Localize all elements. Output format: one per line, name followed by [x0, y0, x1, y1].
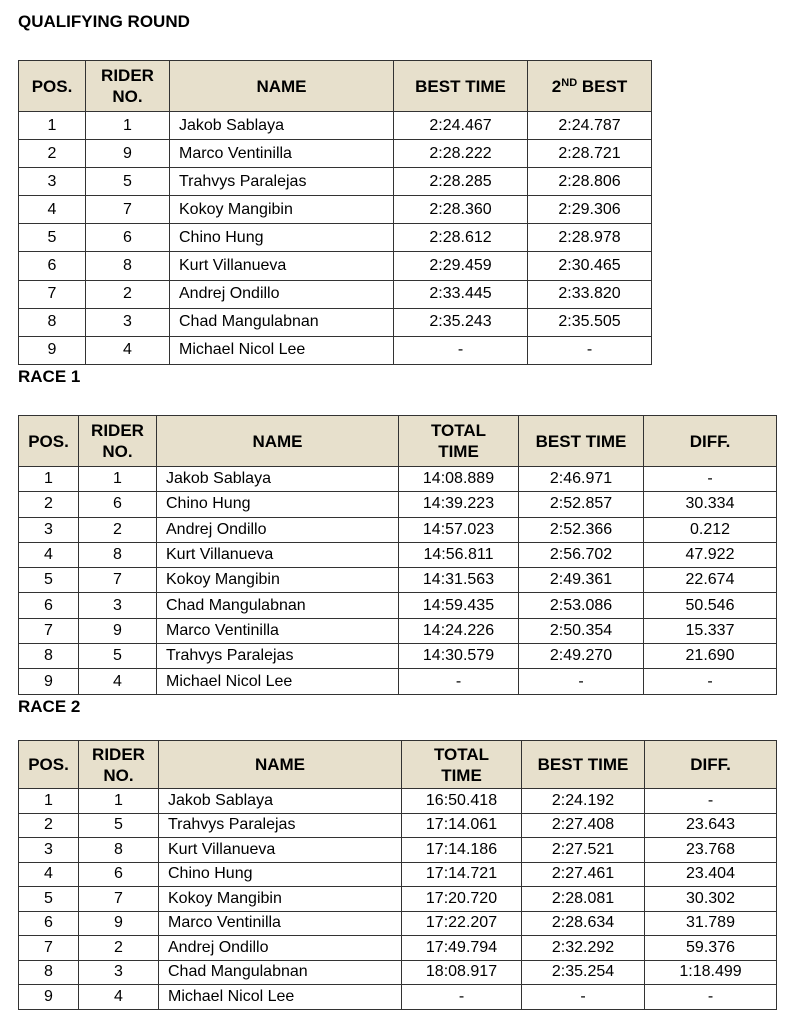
race1-table: [18, 415, 777, 695]
table-row: [19, 224, 652, 252]
cell-best: 2:52.366: [519, 517, 644, 542]
header-rider-no-line2: NO.: [112, 87, 143, 106]
cell-best: 2:35.254: [522, 960, 645, 985]
qualifying-title: QUALIFYING ROUND: [18, 12, 190, 31]
cell-no: 6: [86, 224, 170, 252]
header-total-time: [402, 741, 522, 789]
cell-name: Michael Nicol Lee: [170, 336, 394, 364]
cell-best: 2:27.408: [522, 813, 645, 838]
cell-best: 2:28.634: [522, 911, 645, 936]
cell-no: 4: [79, 985, 159, 1010]
table-row: [19, 985, 777, 1010]
table-row: [19, 887, 777, 912]
table-row: [19, 960, 777, 985]
cell-best: 2:28.222: [394, 140, 528, 168]
header-rider-no-line1: RIDER: [91, 421, 144, 440]
cell-no: 4: [86, 336, 170, 364]
table-row: [19, 669, 777, 694]
header-second-best-sup: ND: [561, 76, 578, 89]
cell-best: 2:53.086: [519, 593, 644, 618]
cell-best: 2:28.081: [522, 887, 645, 912]
table-row: [19, 542, 777, 567]
cell-name: Kokoy Mangibin: [157, 568, 399, 593]
cell-name: Jakob Sablaya: [159, 789, 402, 814]
cell-no: 8: [79, 542, 157, 567]
cell-no: 3: [86, 308, 170, 336]
cell-best: 2:29.459: [394, 252, 528, 280]
table-row: [19, 196, 652, 224]
cell-best: 2:46.971: [519, 467, 644, 492]
cell-diff: 21.690: [644, 644, 777, 669]
header-total-time-line1: TOTAL: [430, 421, 487, 440]
cell-pos: 9: [19, 669, 79, 694]
table-row: [19, 618, 777, 643]
cell-best: -: [394, 336, 528, 364]
table-row: [19, 644, 777, 669]
cell-second: 2:28.978: [528, 224, 652, 252]
cell-name: Andrej Ondillo: [159, 936, 402, 961]
cell-no: 2: [86, 280, 170, 308]
table-header-row: [19, 416, 777, 467]
cell-second: 2:35.505: [528, 308, 652, 336]
cell-diff: -: [645, 985, 777, 1010]
cell-no: 7: [79, 568, 157, 593]
cell-diff: -: [644, 467, 777, 492]
cell-total: 14:31.563: [399, 568, 519, 593]
cell-best: 2:49.361: [519, 568, 644, 593]
cell-best: 2:28.360: [394, 196, 528, 224]
cell-second: 2:30.465: [528, 252, 652, 280]
cell-no: 9: [86, 140, 170, 168]
cell-total: -: [402, 985, 522, 1010]
cell-no: 2: [79, 936, 159, 961]
cell-name: Trahvys Paralejas: [157, 644, 399, 669]
cell-name: Chad Mangulabnan: [170, 308, 394, 336]
cell-no: 6: [79, 492, 157, 517]
cell-diff: 50.546: [644, 593, 777, 618]
header-rider-no-line1: RIDER: [92, 744, 145, 764]
cell-pos: 9: [19, 985, 79, 1010]
cell-diff: 23.768: [645, 838, 777, 863]
table-row: [19, 280, 652, 308]
cell-name: Chino Hung: [157, 492, 399, 517]
header-diff: DIFF.: [645, 741, 777, 789]
header-rider-no-line1: RIDER: [101, 66, 154, 85]
cell-total: 17:22.207: [402, 911, 522, 936]
cell-pos: 7: [19, 936, 79, 961]
header-second-best-word: BEST: [577, 76, 628, 96]
cell-name: Andrej Ondillo: [170, 280, 394, 308]
cell-total: 17:14.721: [402, 862, 522, 887]
cell-name: Chino Hung: [170, 224, 394, 252]
cell-name: Chad Mangulabnan: [159, 960, 402, 985]
header-rider-no-line2: NO.: [102, 442, 133, 461]
table-row: [19, 492, 777, 517]
cell-pos: 4: [19, 542, 79, 567]
cell-pos: 1: [19, 112, 86, 140]
cell-name: Marco Ventinilla: [170, 140, 394, 168]
cell-diff: 31.789: [645, 911, 777, 936]
header-pos: POS.: [19, 61, 86, 112]
header-pos: POS.: [19, 741, 79, 789]
cell-no: 8: [86, 252, 170, 280]
race2-title: RACE 2: [18, 697, 81, 716]
header-rider-no-line2: NO.: [103, 765, 134, 785]
cell-best: 2:56.702: [519, 542, 644, 567]
cell-pos: 6: [19, 593, 79, 618]
cell-pos: 2: [19, 492, 79, 517]
cell-diff: -: [645, 789, 777, 814]
cell-name: Chad Mangulabnan: [157, 593, 399, 618]
header-rider-no: [79, 741, 159, 789]
cell-pos: 9: [19, 336, 86, 364]
cell-name: Kurt Villanueva: [159, 838, 402, 863]
header-rider-no: [86, 61, 170, 112]
cell-diff: 23.643: [645, 813, 777, 838]
cell-name: Jakob Sablaya: [170, 112, 394, 140]
table-row: [19, 112, 652, 140]
header-diff: DIFF.: [644, 416, 777, 467]
cell-total: 14:30.579: [399, 644, 519, 669]
cell-name: Kurt Villanueva: [170, 252, 394, 280]
cell-pos: 4: [19, 862, 79, 887]
header-total-time-line2: TIME: [438, 442, 479, 461]
cell-diff: 22.674: [644, 568, 777, 593]
cell-total: 14:24.226: [399, 618, 519, 643]
cell-total: 17:20.720: [402, 887, 522, 912]
table-row: [19, 517, 777, 542]
cell-pos: 5: [19, 568, 79, 593]
header-best-time: BEST TIME: [519, 416, 644, 467]
cell-no: 7: [86, 196, 170, 224]
cell-second: 2:24.787: [528, 112, 652, 140]
cell-name: Trahvys Paralejas: [159, 813, 402, 838]
cell-diff: 47.922: [644, 542, 777, 567]
cell-name: Andrej Ondillo: [157, 517, 399, 542]
table-row: [19, 168, 652, 196]
cell-pos: 7: [19, 280, 86, 308]
cell-best: -: [519, 669, 644, 694]
cell-diff: 0.212: [644, 517, 777, 542]
cell-total: 17:49.794: [402, 936, 522, 961]
cell-second: 2:28.721: [528, 140, 652, 168]
table-row: [19, 911, 777, 936]
table-row: [19, 813, 777, 838]
cell-name: Michael Nicol Lee: [159, 985, 402, 1010]
cell-total: 14:56.811: [399, 542, 519, 567]
cell-pos: 6: [19, 252, 86, 280]
table-row: [19, 252, 652, 280]
cell-best: 2:27.461: [522, 862, 645, 887]
cell-name: Kokoy Mangibin: [170, 196, 394, 224]
cell-name: Trahvys Paralejas: [170, 168, 394, 196]
cell-pos: 3: [19, 168, 86, 196]
cell-total: 17:14.061: [402, 813, 522, 838]
header-best-time: BEST TIME: [394, 61, 528, 112]
race2-table: [18, 740, 777, 1010]
header-total-time: [399, 416, 519, 467]
cell-diff: 1:18.499: [645, 960, 777, 985]
cell-second: -: [528, 336, 652, 364]
cell-best: 2:27.521: [522, 838, 645, 863]
cell-best: 2:24.467: [394, 112, 528, 140]
table-row: [19, 789, 777, 814]
cell-best: 2:50.354: [519, 618, 644, 643]
cell-best: 2:49.270: [519, 644, 644, 669]
table-row: [19, 936, 777, 961]
cell-second: 2:33.820: [528, 280, 652, 308]
cell-best: 2:52.857: [519, 492, 644, 517]
header-total-time-line2: TIME: [441, 765, 482, 785]
cell-no: 1: [79, 467, 157, 492]
cell-pos: 8: [19, 308, 86, 336]
cell-best: 2:33.445: [394, 280, 528, 308]
header-rider-no: [79, 416, 157, 467]
cell-total: 18:08.917: [402, 960, 522, 985]
cell-best: -: [522, 985, 645, 1010]
header-name: NAME: [159, 741, 402, 789]
table-row: [19, 336, 652, 364]
cell-name: Kokoy Mangibin: [159, 887, 402, 912]
cell-no: 5: [79, 644, 157, 669]
cell-second: 2:28.806: [528, 168, 652, 196]
table-row: [19, 838, 777, 863]
header-second-best-num: 2: [551, 76, 562, 96]
table-row: [19, 467, 777, 492]
header-name: NAME: [157, 416, 399, 467]
cell-pos: 2: [19, 140, 86, 168]
cell-no: 9: [79, 911, 159, 936]
cell-no: 1: [86, 112, 170, 140]
cell-pos: 1: [19, 467, 79, 492]
cell-diff: 23.404: [645, 862, 777, 887]
cell-no: 1: [79, 789, 159, 814]
cell-no: 8: [79, 838, 159, 863]
cell-diff: 30.334: [644, 492, 777, 517]
cell-diff: -: [644, 669, 777, 694]
cell-no: 4: [79, 669, 157, 694]
qualifying-table: [18, 60, 652, 365]
table-row: [19, 308, 652, 336]
cell-second: 2:29.306: [528, 196, 652, 224]
header-name: NAME: [170, 61, 394, 112]
cell-diff: 30.302: [645, 887, 777, 912]
table-header-row: [19, 61, 652, 112]
table-row: [19, 140, 652, 168]
race1-title: RACE 1: [18, 367, 81, 386]
cell-best: 2:28.612: [394, 224, 528, 252]
cell-pos: 7: [19, 618, 79, 643]
cell-no: 6: [79, 862, 159, 887]
cell-total: 14:59.435: [399, 593, 519, 618]
cell-pos: 5: [19, 224, 86, 252]
header-second-best: [528, 61, 652, 112]
cell-name: Marco Ventinilla: [157, 618, 399, 643]
cell-no: 7: [79, 887, 159, 912]
cell-name: Marco Ventinilla: [159, 911, 402, 936]
cell-name: Jakob Sablaya: [157, 467, 399, 492]
cell-total: 14:57.023: [399, 517, 519, 542]
cell-total: -: [399, 669, 519, 694]
cell-pos: 3: [19, 838, 79, 863]
header-best-time: BEST TIME: [522, 741, 645, 789]
cell-name: Chino Hung: [159, 862, 402, 887]
cell-pos: 8: [19, 960, 79, 985]
cell-diff: 59.376: [645, 936, 777, 961]
cell-no: 2: [79, 517, 157, 542]
cell-no: 5: [79, 813, 159, 838]
cell-total: 17:14.186: [402, 838, 522, 863]
cell-no: 9: [79, 618, 157, 643]
header-pos: POS.: [19, 416, 79, 467]
cell-pos: 6: [19, 911, 79, 936]
cell-no: 3: [79, 593, 157, 618]
cell-name: Kurt Villanueva: [157, 542, 399, 567]
cell-pos: 5: [19, 887, 79, 912]
cell-diff: 15.337: [644, 618, 777, 643]
table-header-row: [19, 741, 777, 789]
header-total-time-line1: TOTAL: [433, 744, 490, 764]
cell-best: 2:28.285: [394, 168, 528, 196]
cell-name: Michael Nicol Lee: [157, 669, 399, 694]
cell-best: 2:24.192: [522, 789, 645, 814]
cell-pos: 3: [19, 517, 79, 542]
cell-pos: 1: [19, 789, 79, 814]
cell-total: 16:50.418: [402, 789, 522, 814]
cell-best: 2:35.243: [394, 308, 528, 336]
cell-no: 5: [86, 168, 170, 196]
cell-pos: 4: [19, 196, 86, 224]
cell-total: 14:08.889: [399, 467, 519, 492]
cell-pos: 2: [19, 813, 79, 838]
cell-best: 2:32.292: [522, 936, 645, 961]
cell-total: 14:39.223: [399, 492, 519, 517]
cell-pos: 8: [19, 644, 79, 669]
cell-no: 3: [79, 960, 159, 985]
table-row: [19, 568, 777, 593]
table-row: [19, 862, 777, 887]
table-row: [19, 593, 777, 618]
